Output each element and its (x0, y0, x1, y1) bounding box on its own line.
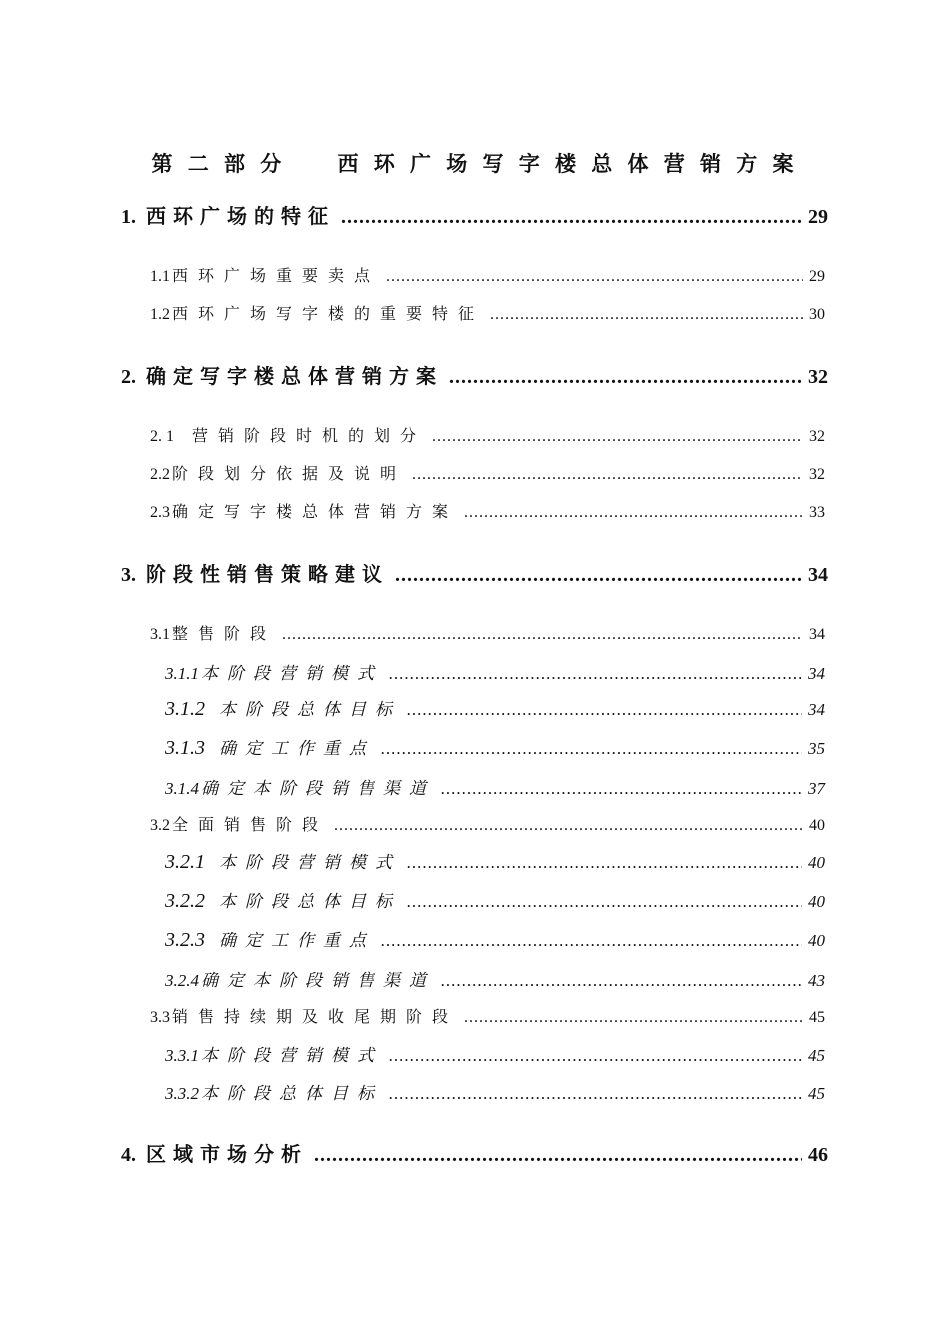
toc-page-number: 43 (808, 971, 825, 990)
toc-leader (395, 564, 802, 587)
toc-entry[interactable] (150, 621, 825, 644)
toc-number: 3.2.4 (165, 971, 199, 990)
toc-entry[interactable] (121, 558, 828, 587)
toc-leader (441, 971, 802, 991)
toc-leader (441, 779, 802, 799)
toc-page-number: 34 (808, 564, 828, 586)
toc-leader (407, 853, 802, 873)
toc-entry[interactable] (150, 1004, 825, 1027)
toc-label: 阶段划分依据及说明 (172, 466, 407, 483)
toc-entry[interactable] (165, 1079, 825, 1104)
toc-page-number: 40 (808, 853, 825, 872)
toc-entry[interactable] (165, 659, 825, 684)
toc-label: 确定本阶段销售渠道 (201, 779, 435, 798)
toc-entry[interactable] (121, 200, 828, 229)
toc-leader (386, 268, 803, 286)
toc-leader (334, 817, 803, 835)
toc-label: 本阶段总体目标 (219, 700, 401, 719)
toc-page-number: 34 (808, 700, 825, 719)
toc-leader (432, 428, 803, 446)
toc-label: 营销阶段时机的划分 (192, 428, 427, 445)
toc-leader (314, 1144, 802, 1167)
toc-page-number: 45 (808, 1046, 825, 1065)
toc-label: 阶段性销售策略建议 (146, 564, 389, 586)
toc-page-number: 34 (808, 664, 825, 683)
toc-entry[interactable] (165, 774, 825, 799)
toc-number: 3.1.2 (165, 698, 205, 720)
toc-entry[interactable] (150, 301, 825, 324)
toc-label: 西环广场重要卖点 (172, 268, 381, 285)
toc-label: 销售持续期及收尾期阶段 (172, 1009, 459, 1026)
toc-number: 2.3 (150, 504, 170, 521)
toc-leader (381, 931, 802, 951)
toc-page-number: 32 (809, 466, 825, 483)
toc-page-number: 32 (809, 428, 825, 445)
toc-number: 1. (121, 206, 136, 228)
toc-label: 确定写字楼总体营销方案 (172, 504, 459, 521)
toc-number: 3.1.3 (165, 737, 205, 759)
toc-number: 3.1 (150, 626, 170, 643)
toc-label: 西环广场的特征 (146, 206, 335, 228)
toc-entry[interactable] (150, 461, 825, 484)
toc-leader (464, 504, 803, 522)
toc-page-number: 29 (808, 206, 828, 228)
toc-entry[interactable] (165, 887, 825, 913)
toc-page-number: 45 (808, 1084, 825, 1103)
toc-leader (341, 206, 802, 229)
toc-number: 3.2 (150, 817, 170, 834)
toc-page-number: 32 (808, 366, 828, 388)
toc-entry[interactable] (150, 812, 825, 835)
toc-entry[interactable] (165, 1041, 825, 1066)
toc-leader (449, 366, 802, 389)
toc-number: 3.1.4 (165, 779, 199, 798)
toc-page-number: 45 (809, 1009, 825, 1026)
toc-leader (407, 892, 802, 912)
toc-leader (490, 306, 803, 324)
toc-entry[interactable] (165, 966, 825, 991)
toc-number: 2.2 (150, 466, 170, 483)
toc-number: 3.2.1 (165, 851, 205, 873)
toc-number: 2. 1 (150, 428, 174, 445)
toc-number: 1.1 (150, 268, 170, 285)
toc-page-number: 40 (808, 931, 825, 950)
toc-leader (282, 626, 803, 644)
toc-label: 区域市场分析 (146, 1144, 308, 1166)
toc-leader (389, 1084, 802, 1104)
toc-leader (407, 700, 802, 720)
toc-entry[interactable] (165, 695, 825, 721)
toc-leader (389, 664, 802, 684)
toc-label: 本阶段总体目标 (201, 1084, 383, 1103)
toc-entry[interactable] (121, 360, 828, 389)
toc-label: 确定写字楼总体营销方案 (146, 366, 443, 388)
page-title: 第 二 部 分 西 环 广 场 写 字 楼 总 体 营 销 方 案 (151, 152, 799, 176)
toc-number: 1.2 (150, 306, 170, 323)
toc-label: 确定工作重点 (219, 931, 375, 950)
toc-number: 3.3.2 (165, 1084, 199, 1103)
toc-label: 整售阶段 (172, 626, 277, 643)
toc-page-number: 37 (808, 779, 825, 798)
toc-number: 3.3.1 (165, 1046, 199, 1065)
toc-number: 3.3 (150, 1009, 170, 1026)
toc-label: 确定本阶段销售渠道 (201, 971, 435, 990)
toc-entry[interactable] (150, 499, 825, 522)
toc-number: 3.1.1 (165, 664, 199, 683)
toc-page-number: 40 (808, 892, 825, 911)
toc-page-number: 29 (809, 268, 825, 285)
toc-label: 本阶段总体目标 (219, 892, 401, 911)
toc-entry[interactable] (121, 1138, 828, 1167)
toc-page-number: 35 (808, 739, 825, 758)
toc-entry[interactable] (150, 423, 825, 446)
toc-number: 3.2.3 (165, 929, 205, 951)
toc-label: 全面销售阶段 (172, 817, 329, 834)
toc-page-number: 34 (809, 626, 825, 643)
toc-leader (412, 466, 803, 484)
toc-label: 确定工作重点 (219, 739, 375, 758)
toc-number: 3. (121, 564, 136, 586)
toc-entry[interactable] (165, 926, 825, 952)
toc-page-number: 40 (809, 817, 825, 834)
toc-number: 4. (121, 1144, 136, 1166)
toc-entry[interactable] (150, 263, 825, 286)
toc-leader (464, 1009, 803, 1027)
toc-entry[interactable] (165, 848, 825, 874)
toc-page-number: 46 (808, 1144, 828, 1166)
toc-label: 本阶段营销模式 (201, 1046, 383, 1065)
toc-entry[interactable] (165, 734, 825, 760)
toc-label: 本阶段营销模式 (201, 664, 383, 683)
toc-page-number: 30 (809, 306, 825, 323)
toc-number: 3.2.2 (165, 890, 205, 912)
toc-label: 西环广场写字楼的重要特征 (172, 306, 485, 323)
toc-leader (381, 739, 802, 759)
toc-leader (389, 1046, 802, 1066)
toc-number: 2. (121, 366, 136, 388)
toc-label: 本阶段营销模式 (219, 853, 401, 872)
toc-page-number: 33 (809, 504, 825, 521)
